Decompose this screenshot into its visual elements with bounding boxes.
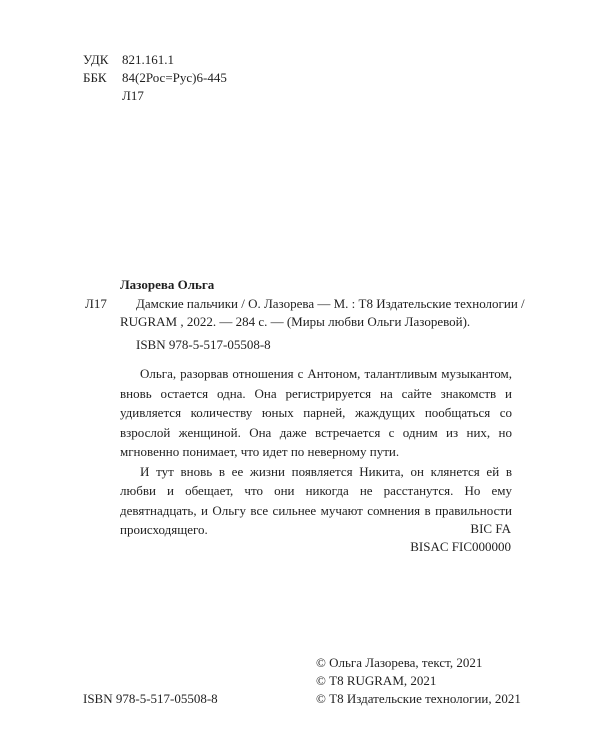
- copyright-2: © Т8 RUGRAM, 2021: [316, 673, 437, 688]
- annotation-paragraph-2: И тут вновь в ее жизни появляется Никита, он клянется ей в любви и обещает, что они никогда не расстанутся. Но ему девятнадцать, и Ольгу все сильнее мучают сомнения в правильности происходящего.: [120, 463, 512, 537]
- udk-value: 821.161.1: [122, 52, 174, 67]
- author-sign: Л17: [122, 88, 144, 103]
- copyright-3: © Т8 Издательские технологии, 2021: [316, 691, 521, 706]
- bisac-code: BISAC FIC000000: [410, 539, 511, 554]
- author-name: Лазорева Ольга: [120, 277, 215, 292]
- bib-line-1: Дамские пальчики / О. Лазорева — М. : Т8 Издательские технологии /: [136, 296, 525, 311]
- bib-sign: Л17: [85, 296, 107, 311]
- bib-isbn: ISBN 978-5-517-05508-8: [136, 337, 271, 352]
- bbk-label: ББК: [83, 70, 107, 85]
- udk-label: УДК: [83, 52, 109, 67]
- bbk-value: 84(2Рос=Рус)6-445: [122, 70, 227, 85]
- footer-isbn: ISBN 978-5-517-05508-8: [83, 691, 218, 706]
- copyright-1: © Ольга Лазорева, текст, 2021: [316, 655, 483, 670]
- annotation: [120, 364, 512, 540]
- annotation-paragraph-1: Ольга, разорвав отношения с Антоном, талантливым музыкантом, вновь остается одна. Она регистрируется на сайте знакомств и удивляется количеству юных парней, жаждущих пообщаться со взрослой женщиной. Она даже встречается с одним из них, но мгновенно понимает, что идет по неверному пути.: [120, 366, 512, 459]
- bib-line-2: RUGRAM , 2022. — 284 с. — (Миры любви Ольги Лазоревой).: [120, 314, 471, 329]
- classification-block: [83, 51, 283, 111]
- bic-code: BIC FA: [470, 521, 511, 536]
